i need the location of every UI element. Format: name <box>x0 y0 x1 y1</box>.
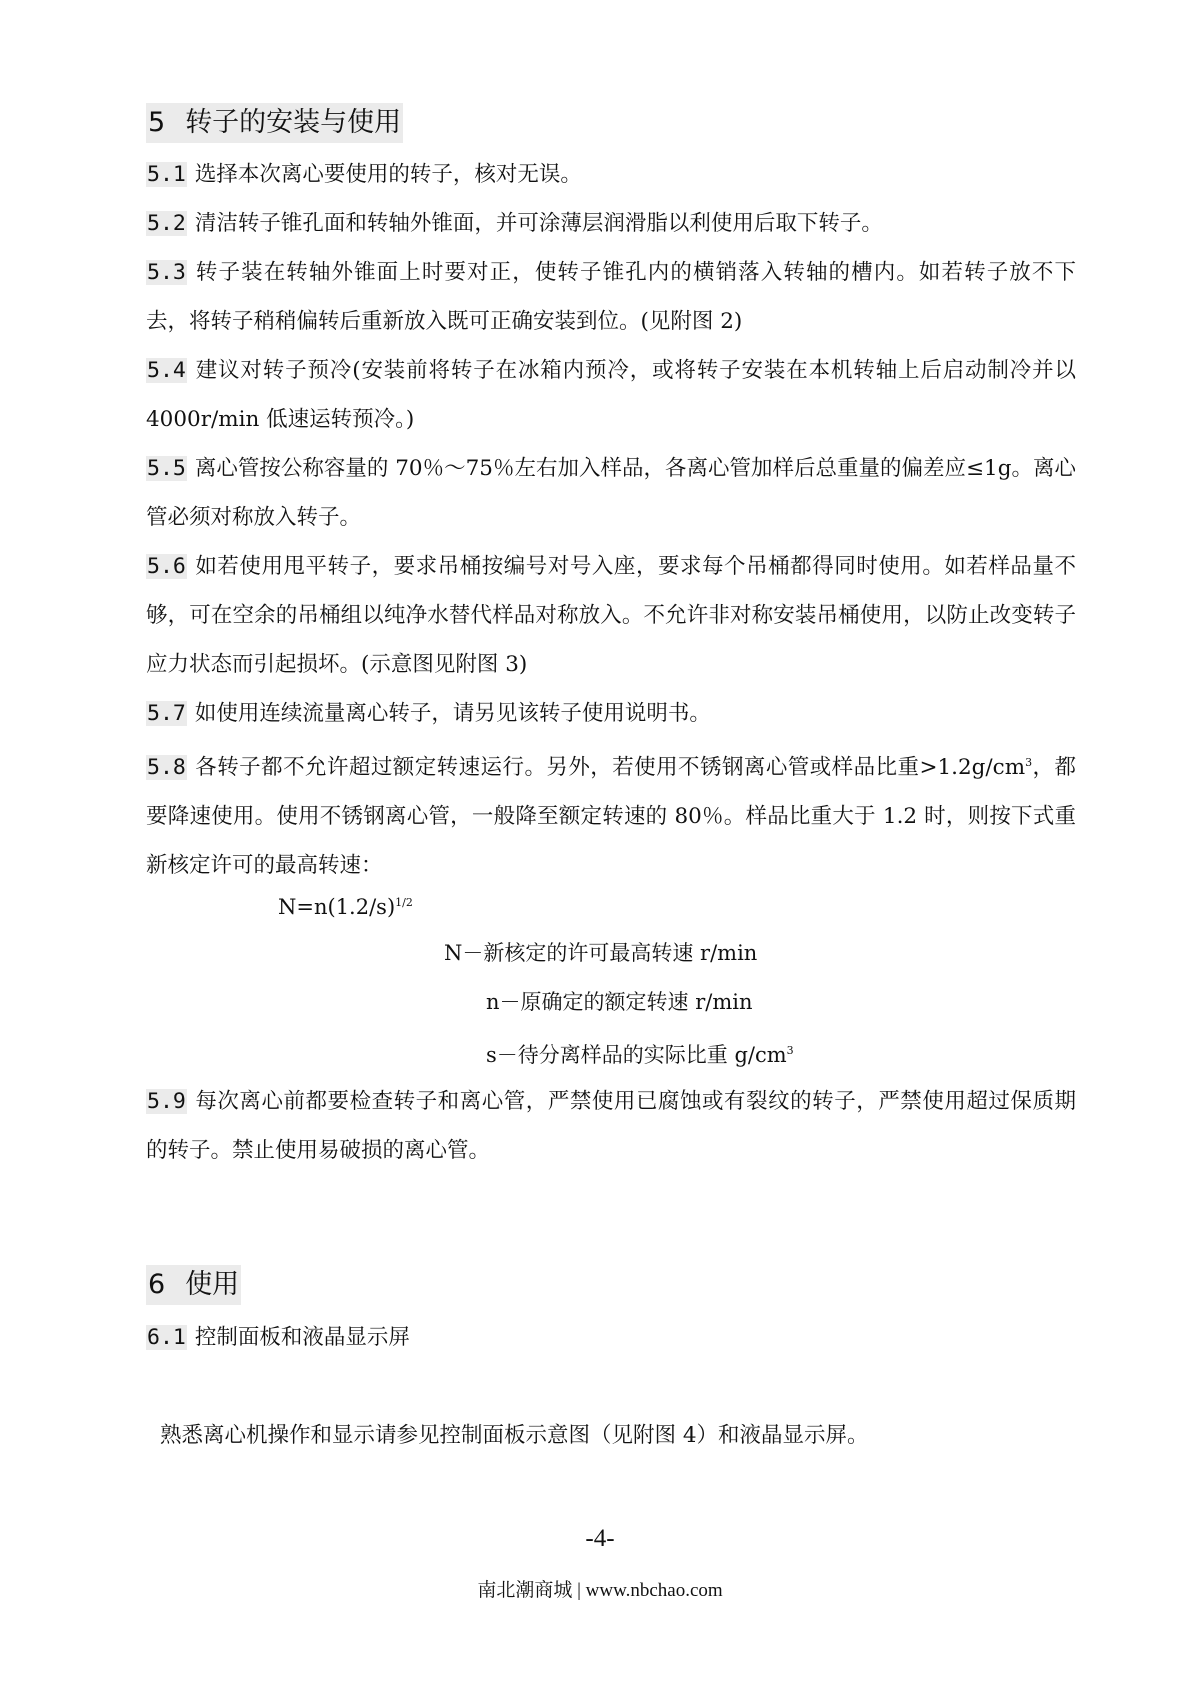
page-number: -4- <box>585 1525 615 1552</box>
formula-definition-n: n－原确定的额定转速 r/min <box>486 990 753 1014</box>
item-number: 5.3 <box>147 260 186 285</box>
item-5-7 <box>146 689 1076 738</box>
item-text: 各转子都不允许超过额定转速运行。另外，若使用不锈钢离心管或样品比重>1.2g/cm <box>194 755 1026 781</box>
item-number: 5.4 <box>147 358 186 383</box>
formula-exponent: 1/2 <box>395 896 413 909</box>
item-number: 5.2 <box>147 211 186 236</box>
item-number: 5.9 <box>147 1089 186 1114</box>
item-number: 5.5 <box>147 456 186 481</box>
item-5-3 <box>146 248 1076 346</box>
formula <box>278 888 413 922</box>
section-6-heading <box>146 1265 241 1305</box>
section-5-heading <box>146 103 403 143</box>
item-text: 转子装在转轴外锥面上时要对正，使转子锥孔内的横销落入转轴的槽内。如若转子放不下去，将转子稍稍偏转后重新放入既可正确安装到位。(见附图 2) <box>146 260 1076 334</box>
item-5-2 <box>146 199 1076 248</box>
section-6-number: 6 <box>148 1269 166 1300</box>
item-number: 5.8 <box>147 755 186 781</box>
item-number: 6.1 <box>147 1325 186 1350</box>
item-5-8 <box>146 738 1076 890</box>
item-text: 清洁转子锥孔面和转轴外锥面，并可涂薄层润滑脂以利使用后取下转子。 <box>194 211 883 236</box>
item-5-9 <box>146 1077 1076 1175</box>
item-6-1 <box>146 1313 1076 1362</box>
item-number: 5.6 <box>147 554 186 579</box>
superscript: 3 <box>786 1044 794 1057</box>
footer-watermark: 南北潮商城 | www.nbchao.com <box>477 1580 723 1601</box>
item-text: ，都要降速使用。使用不锈钢离心管，一般降至额定转速的 80％。样品比重大于 1.2 时，则按下式重新核定许可的最高转速： <box>146 755 1076 879</box>
item-number: 5.1 <box>147 162 186 187</box>
formula-definition-s-text: s－待分离样品的实际比重 g/cm <box>486 1043 787 1067</box>
item-text: 离心管按公称容量的 70％～75％左右加入样品，各离心管加样后总重量的偏差应≤1g。离心管必须对称放入转子。 <box>146 456 1076 530</box>
section-5-number: 5 <box>148 107 166 138</box>
item-5-6 <box>146 542 1076 689</box>
item-text: 每次离心前都要检查转子和离心管，严禁使用已腐蚀或有裂纹的转子，严禁使用超过保质期的转子。禁止使用易破损的离心管。 <box>146 1089 1076 1163</box>
item-text: 控制面板和液晶显示屏 <box>194 1325 410 1350</box>
item-number: 5.7 <box>147 701 186 726</box>
section-6-note: 熟悉离心机操作和显示请参见控制面板示意图（见附图 4）和液晶显示屏。 <box>160 1423 869 1448</box>
formula-definition-s <box>486 1036 794 1070</box>
superscript: 3 <box>1025 756 1033 769</box>
item-5-4 <box>146 346 1076 444</box>
item-text: 如使用连续流量离心转子，请另见该转子使用说明书。 <box>194 701 711 726</box>
item-5-5 <box>146 444 1076 542</box>
item-text: 如若使用甩平转子，要求吊桶按编号对号入座，要求每个吊桶都得同时使用。如若样品量不够，可在空余的吊桶组以纯净水替代样品对称放入。不允许非对称安装吊桶使用，以防止改变转子应力状态而引起损坏。(示意图见附图 3) <box>146 554 1076 677</box>
item-text: 建议对转子预冷(安装前将转子在冰箱内预冷，或将转子安装在本机转轴上后启动制冷并以 4000r/min 低速运转预冷。) <box>146 358 1076 432</box>
section-6-title: 使用 <box>185 1269 240 1300</box>
formula-definition-N: N－新核定的许可最高转速 r/min <box>444 941 758 965</box>
section-5-title: 转子的安装与使用 <box>185 107 402 138</box>
item-text: 选择本次离心要使用的转子，核对无误。 <box>194 162 582 187</box>
item-5-1 <box>146 150 1076 199</box>
formula-main: N=n(1.2/s) <box>278 895 396 919</box>
